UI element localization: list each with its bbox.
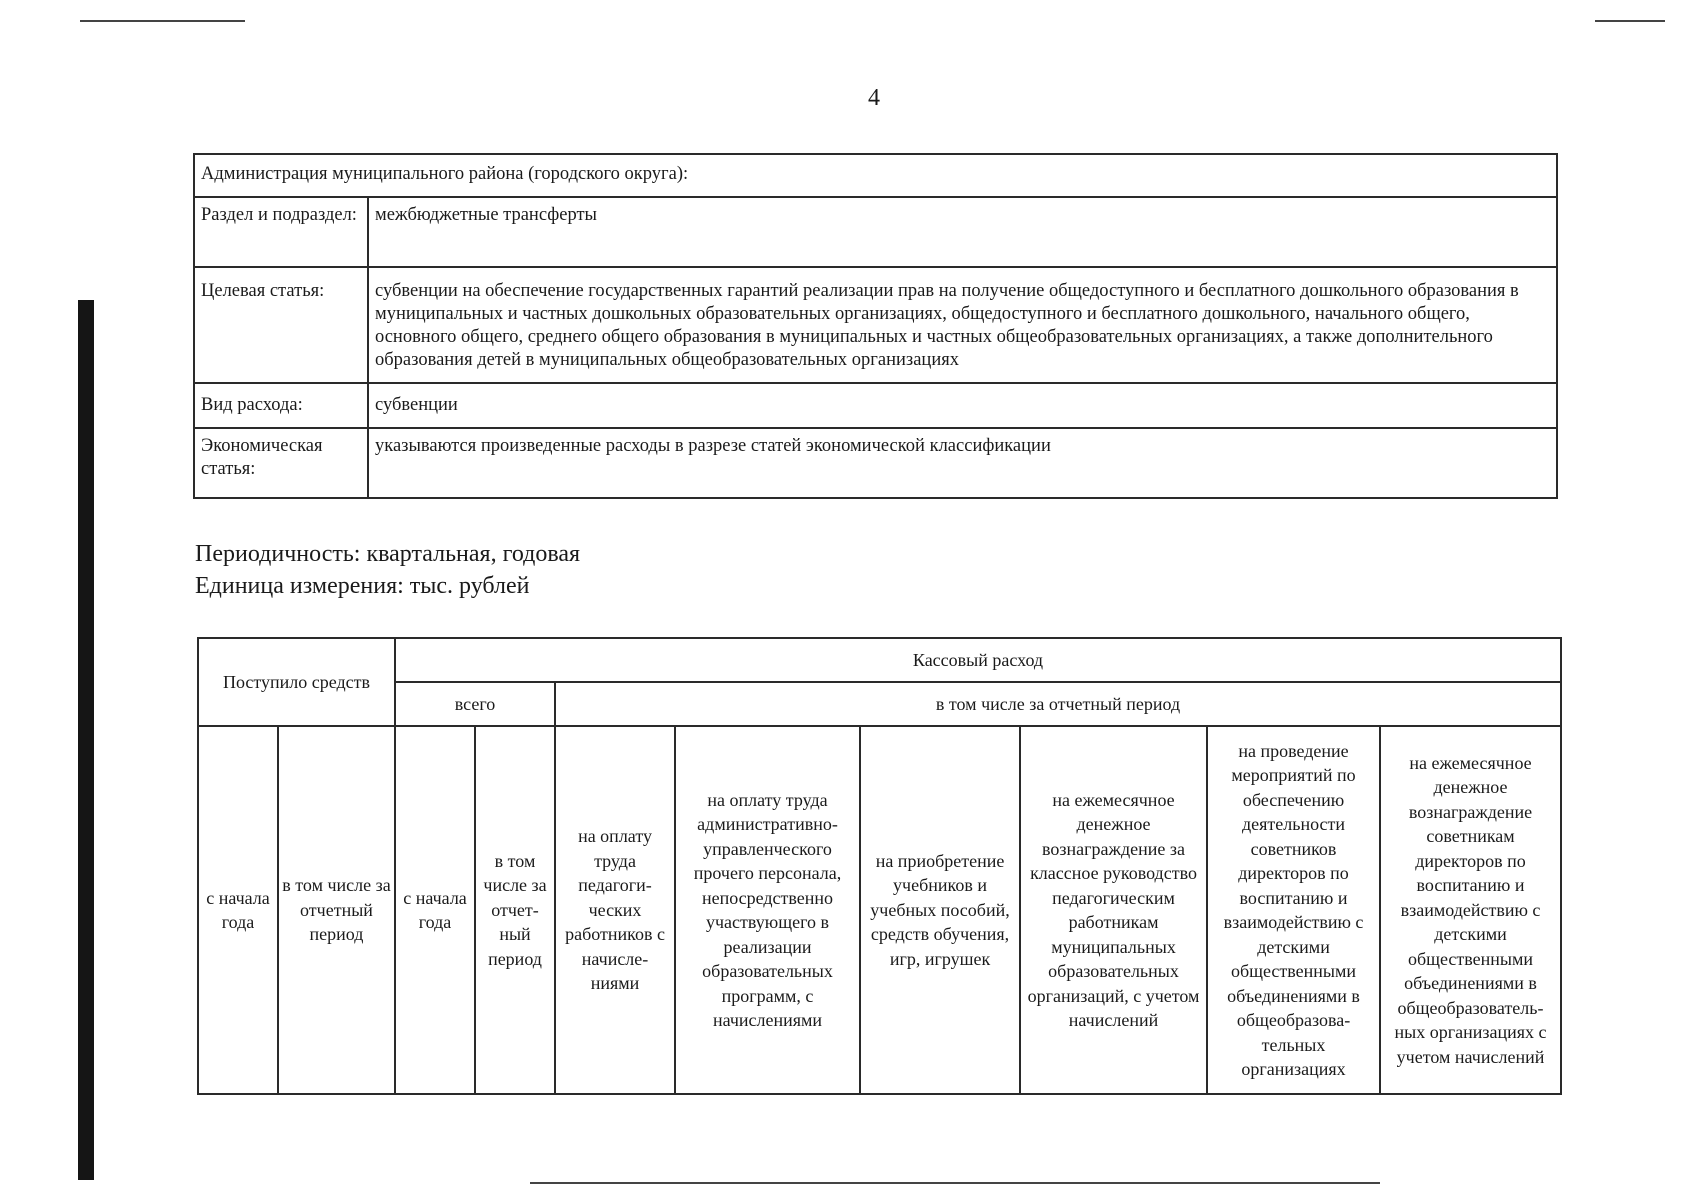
scan-edge-bar [78, 300, 94, 1180]
table-row [194, 267, 1557, 383]
section-label: Раздел и подраздел: [194, 197, 368, 267]
received-funds-header: Поступило средств [198, 638, 395, 726]
table-row [194, 383, 1557, 428]
column-header: на проведение мероприятий по обеспечению деятельности советников директоров по воспитанию и взаимодействию с детскими общественными объединениями в общеобразова-тельных организациях [1207, 726, 1380, 1094]
admin-header: Администрация муниципального района (городского округа): [194, 154, 1557, 197]
column-header: на ежемесячное денежное вознаграждение за классное руководство педагогическим работникам муниципальных образовательных организаций, с учетом начислений [1020, 726, 1207, 1094]
column-header: на оплату труда административно-управленческого прочего персонала, непосредственно участвующего в реализации образовательных программ, с начислениями [675, 726, 860, 1094]
column-header: с начала года [198, 726, 278, 1094]
unit-text: Единица измерения: тыс. рублей [195, 573, 530, 599]
column-header: в том числе за отчетный период [278, 726, 395, 1094]
target-article-label: Целевая статья: [194, 267, 368, 383]
section-value: межбюджетные трансферты [368, 197, 1557, 267]
scan-artifact-bottom [530, 1182, 1380, 1184]
periodicity-text: Периодичность: квартальная, годовая [195, 541, 581, 567]
table-row [194, 197, 1557, 267]
table-header-row [198, 682, 1561, 726]
economic-article-value: указываются произведенные расходы в разрезе статей экономической классификации [368, 428, 1557, 498]
column-header: на приобретение учебников и учебных пособий, средств обучения, игр, игрушек [860, 726, 1020, 1094]
table-header-row [198, 726, 1561, 1094]
column-header: с начала года [395, 726, 475, 1094]
expense-type-label: Вид расхода: [194, 383, 368, 428]
including-period-header: в том числе за отчетный период [555, 682, 1561, 726]
scan-artifact-top-left [80, 20, 245, 22]
scan-artifact-top-right [1595, 20, 1665, 22]
cash-expense-header: Кассовый расход [395, 638, 1561, 682]
column-header: на оплату труда педагоги-ческих работников с начисле-ниями [555, 726, 675, 1094]
cash-expense-table [197, 637, 1562, 1095]
periodicity-block [195, 538, 580, 602]
target-article-value: субвенции на обеспечение государственных гарантий реализации прав на получение общедоступного и бесплатного дошкольного образования в муниципальных и частных дошкольных образовательных организациях, общедоступного и бесплатного дошкольного, начального общего, основного общего, среднего общего образования в муниципальных и частных общеобразовательных организациях, а также дополнительного образования детей в муниципальных общеобразовательных организациях [368, 267, 1557, 383]
admin-info-table [193, 153, 1558, 499]
expense-type-value: субвенции [368, 383, 1557, 428]
admin-header-row [194, 154, 1557, 197]
column-header: в том числе за отчет-ный период [475, 726, 555, 1094]
table-header-row [198, 638, 1561, 682]
column-header: на ежемесячное денежное вознаграждение советникам директоров по воспитанию и взаимодействию с детскими общественными объединениями в общеобразователь-ных организациях с учетом начислений [1380, 726, 1561, 1094]
economic-article-label: Экономическая статья: [194, 428, 368, 498]
page-number: 4 [868, 85, 880, 111]
table-row [194, 428, 1557, 498]
total-header: всего [395, 682, 555, 726]
